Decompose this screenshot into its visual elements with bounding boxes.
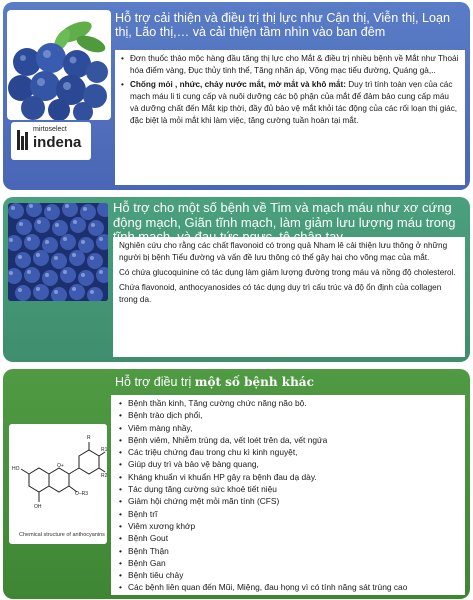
- eye-health-panel: [3, 2, 470, 190]
- panel2-bullet3: [119, 282, 459, 306]
- blueberry-texture-image: [8, 203, 108, 301]
- panel2-bullet1: [119, 240, 459, 264]
- list-item: • Viêm xương khớp: [119, 520, 459, 532]
- panel2-bullet2-text: Có chứa glucoquinine có tác dụng làm giảm lượng đường trong máu và nồng độ cholesterol.: [119, 268, 456, 277]
- structure-caption: Chemical structure of anthocyanins: [19, 532, 105, 538]
- panel3-title-bold: một số bệnh khác: [194, 375, 314, 389]
- blueberry-image: [7, 10, 111, 120]
- svg-text:O+: O+: [57, 463, 64, 469]
- chemical-structure-icon: [9, 424, 107, 529]
- list-item: • Bệnh trĩ: [119, 508, 459, 520]
- panel2-bullet1-text: Nghiên cứu cho rằng các chất flavonoid có trong quả Nham lê cải thiện lưu thông ở những người bị bệnh Tiểu đường và vấn đề lưu thông có thể gây hại cho võng mạc của mắt.: [119, 241, 448, 262]
- panel1-bullet2-text: Duy trì tính toàn vẹn của các mạch máu li ti cung cấp và nuôi dưỡng các bộ phận của mắt để đảm bảo cung cấp máu và dưỡng chất đến Mắt kịp thời, đầy đủ bảo vệ mắt khỏi tác động của các rối loạn thị giác, đặc biệt là mỏi mắt khi làm việc, tăng cường tuần hoàn tại mắt.: [130, 80, 458, 125]
- logo-brand-text: indena: [33, 134, 82, 151]
- indena-logo: [11, 122, 91, 160]
- list-item: • Tác dụng tăng cường sức khoẻ tiết niệu: [119, 483, 459, 495]
- panel1-bullet2-lead: Chống mỏi , nhức, chảy nước mắt, mờ mắt và khô mắt:: [130, 80, 346, 89]
- svg-text:OH: OH: [34, 504, 42, 510]
- indena-mark-icon: [16, 128, 30, 152]
- list-item: • Các bệnh liên quan đến Mũi, Miệng, đau họng vì có tính năng sát trùng cao: [119, 581, 459, 593]
- other-diseases-panel: [3, 369, 470, 599]
- list-item: • Giảm hội chứng mệt mỏi mãn tính (CFS): [119, 495, 459, 507]
- list-item: • Bệnh trào dịch phổi,: [119, 409, 459, 421]
- svg-text:R: R: [87, 435, 91, 441]
- list-item: • Các triệu chứng đau trong chu kì kinh nguyệt,: [119, 446, 459, 458]
- panel1-title: Hỗ trợ cải thiện và điều trị thị lực như Cận thị, Viễn thị, Loạn thị, Lão thị,… và cải thiện tầm nhìn vào ban đêm: [115, 11, 451, 39]
- panel1-bullet1-text: Đơn thuốc thảo mộc hàng đầu tăng thị lực cho Mắt & điều trị nhiều bệnh về Mắt như Thoái hóa điểm vàng, Đục thủy tinh thể, Tăng nhãn áp, Võng mạc tiểu đường, Quáng gà,..: [130, 54, 459, 75]
- svg-text:O–R3: O–R3: [75, 491, 89, 497]
- panel2-bullet2: [119, 267, 459, 279]
- list-item: • Giúp duy trì và bảo vệ bàng quang,: [119, 458, 459, 470]
- panel1-text: [115, 50, 465, 185]
- panel2-text: [113, 237, 465, 357]
- heart-vascular-panel: [3, 197, 470, 362]
- list-item: • Bệnh viêm, Nhiễm trùng da, vết loét trên da, vết ngứa: [119, 434, 459, 446]
- list-item: [121, 53, 459, 77]
- panel3-title: [115, 375, 465, 389]
- svg-text:R1: R1: [101, 447, 107, 453]
- panel2-bullet3-text: Chứa flavonoid, anthocyanosides có tác dụng duy trì cấu trúc và độ ổn định của collagen trong da.: [119, 283, 442, 304]
- list-item: [121, 79, 459, 127]
- list-item: • Bệnh Thận: [119, 545, 459, 557]
- panel3-list: [111, 395, 465, 595]
- list-item: • Bệnh Gout: [119, 532, 459, 544]
- logo-small-text: mirtoselect: [33, 126, 67, 133]
- list-item: • Bệnh thần kinh, Tăng cường chức năng não bộ.: [119, 397, 459, 409]
- list-item: • Kháng khuẩn vi khuẩn HP gây ra bệnh đau dạ dày.: [119, 471, 459, 483]
- list-item: • Bệnh tiêu chảy: [119, 569, 459, 581]
- list-item: • Bệnh Gan: [119, 557, 459, 569]
- panel3-title-prefix: Hỗ trợ điều trị: [115, 375, 195, 389]
- list-item: • Viêm màng nhầy,: [119, 422, 459, 434]
- panel2-title: Hỗ trợ cho một số bệnh về Tim và mạch máu như xơ cứng động mạch, Giãn tĩnh mạch, làm giảm lưu lượng máu trong: [113, 200, 456, 230]
- anthocyanin-structure-image: [9, 424, 107, 544]
- svg-text:HO: HO: [12, 466, 20, 472]
- svg-text:R2: R2: [101, 473, 107, 479]
